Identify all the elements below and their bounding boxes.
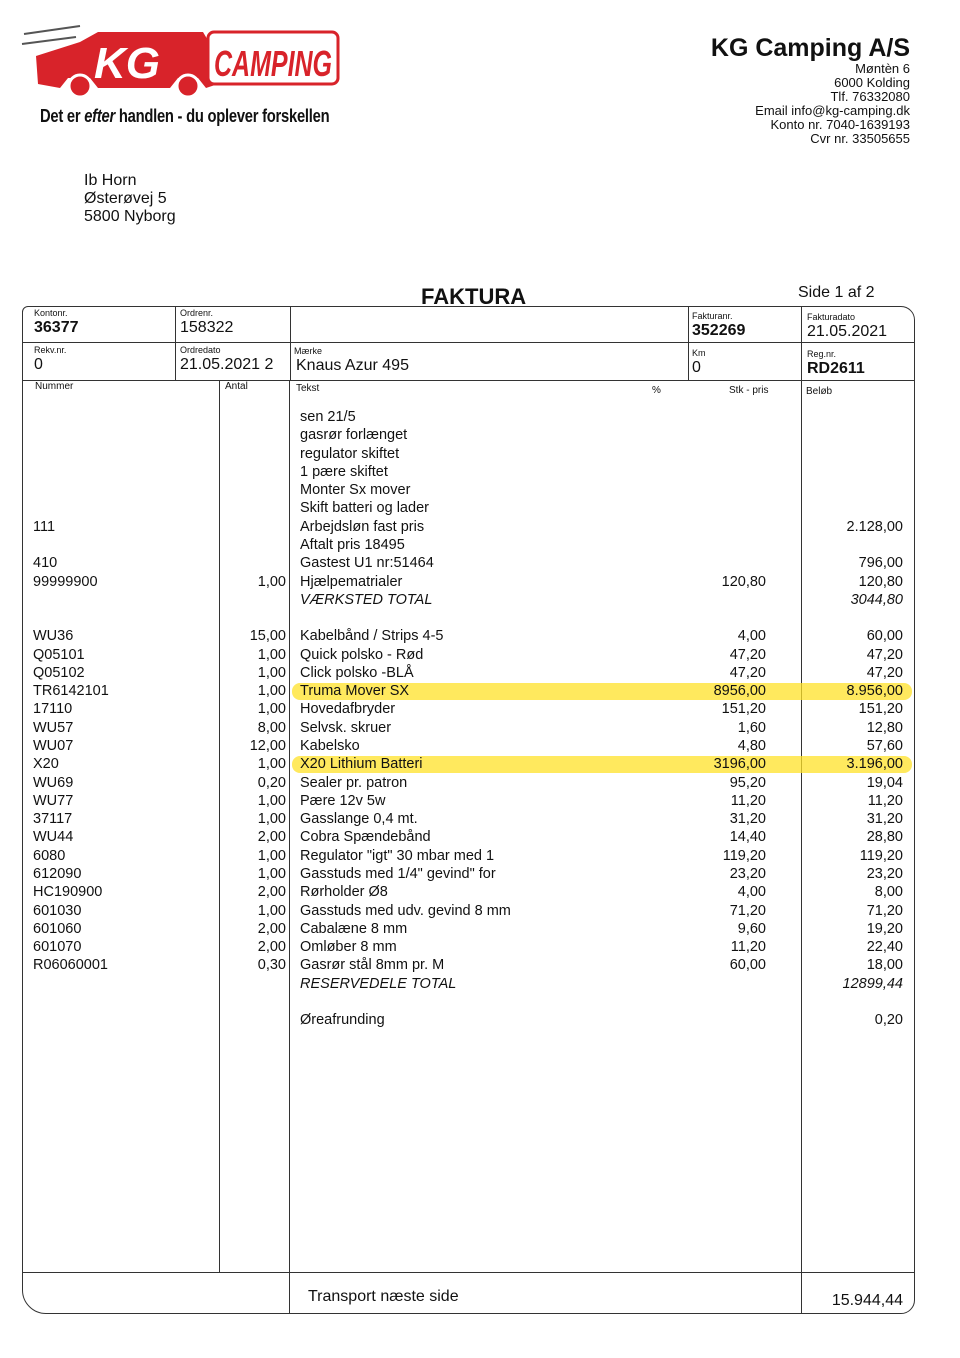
table-row (0, 408, 960, 426)
item-text: 1 pære skiftet (300, 464, 388, 480)
divider (688, 306, 689, 380)
company-info (711, 34, 910, 146)
item-unit-price: 8956,00 (713, 683, 766, 699)
table-row (0, 865, 960, 883)
table-row (0, 445, 960, 463)
item-number: 601030 (33, 903, 82, 919)
table-row (0, 883, 960, 901)
rekvnr-label: Rekv.nr. (34, 345, 67, 355)
item-amount: 8,00 (874, 884, 903, 900)
item-unit-price: 1,60 (737, 720, 766, 736)
table-row (0, 664, 960, 682)
table-row (0, 591, 960, 609)
item-text: Sealer pr. patron (300, 775, 408, 791)
item-quantity: 1,00 (257, 811, 286, 827)
item-text: Gastest U1 nr:51464 (300, 555, 434, 571)
item-amount: 120,80 (858, 574, 903, 590)
item-text: Arbejdsløn fast pris (300, 519, 425, 535)
item-text: VÆRKSTED TOTAL (300, 592, 433, 608)
item-text: Kabelbånd / Strips 4-5 (300, 628, 444, 644)
item-text: Quick polsko - Rød (300, 647, 424, 663)
item-number: 17110 (33, 701, 73, 717)
item-text: Cobra Spændebånd (300, 829, 431, 845)
km-value: 0 (692, 359, 701, 376)
item-amount: 2.128,00 (846, 519, 903, 535)
item-number: WU77 (33, 793, 74, 809)
item-amount: 12,80 (866, 720, 903, 736)
item-text: X20 Lithium Batteri (300, 756, 423, 772)
table-row (0, 554, 960, 572)
table-row (0, 810, 960, 828)
regnr-value: RD2611 (807, 360, 865, 377)
item-text: Gasstuds med 1/4" gevind" for (300, 866, 496, 882)
logo-camping-text: CAMPING (214, 43, 332, 84)
item-number: Q05101 (33, 647, 85, 663)
item-text: Pære 12v 5w (300, 793, 386, 809)
item-number: Q05102 (33, 665, 85, 681)
fakturanr-value: 352269 (692, 322, 746, 339)
item-unit-price: 47,20 (729, 647, 766, 663)
item-amount: 28,80 (866, 829, 903, 845)
table-row (0, 481, 960, 499)
table-row (0, 993, 960, 1011)
table-row (0, 627, 960, 645)
table-row (0, 609, 960, 627)
divider (22, 380, 915, 381)
kontonr-value: 36377 (34, 319, 79, 336)
divider (290, 306, 291, 380)
item-number: 99999900 (33, 574, 98, 590)
table-row (0, 920, 960, 938)
item-text: Omløber 8 mm (300, 939, 397, 955)
item-unit-price: 151,20 (721, 701, 766, 717)
item-text: RESERVEDELE TOTAL (300, 976, 457, 992)
divider (175, 306, 176, 380)
item-number: 111 (33, 519, 56, 535)
item-text: Skift batteri og lader (300, 500, 429, 516)
item-amount: 11,20 (867, 793, 903, 809)
item-amount: 3044,80 (850, 592, 903, 608)
item-unit-price: 119,20 (722, 848, 766, 864)
ordredato-label: Ordredato (180, 345, 221, 355)
item-number: 6080 (33, 848, 66, 864)
item-amount: 119,20 (859, 848, 903, 864)
item-unit-price: 31,20 (729, 811, 766, 827)
item-unit-price: 4,00 (737, 628, 766, 644)
customer-name: Ib Horn (84, 172, 137, 189)
item-unit-price: 95,20 (729, 775, 766, 791)
customer-street: Østerøvej 5 (84, 190, 167, 207)
item-amount: 23,20 (866, 866, 903, 882)
item-number: X20 (33, 756, 59, 772)
table-row (0, 573, 960, 591)
item-text: Gasstuds med udv. gevind 8 mm (300, 903, 511, 919)
item-text: Kabelsko (300, 738, 360, 754)
item-number: WU44 (33, 829, 74, 845)
item-amount: 151,20 (858, 701, 903, 717)
item-amount: 71,20 (866, 903, 903, 919)
item-number: 601070 (33, 939, 82, 955)
company-email: Email info@kg-camping.dk (755, 103, 910, 118)
table-row (0, 426, 960, 444)
item-unit-price: 11,20 (730, 939, 766, 955)
table-row (0, 1011, 960, 1029)
company-phone: Tlf. 76332080 (830, 89, 910, 104)
item-amount: 22,40 (866, 939, 903, 955)
logo-kg-text: KG (94, 39, 160, 88)
divider (22, 1272, 915, 1273)
item-quantity: 1,00 (257, 701, 286, 717)
item-amount: 0,20 (874, 1012, 903, 1028)
item-unit-price: 60,00 (729, 957, 766, 973)
table-row (0, 700, 960, 718)
item-number: TR6142101 (33, 683, 109, 699)
table-row (0, 938, 960, 956)
item-amount: 12899,44 (842, 976, 903, 992)
item-unit-price: 3196,00 (713, 756, 766, 772)
slogan: Det er efter handlen - du oplever forskellen (40, 106, 330, 126)
item-number: 612090 (33, 866, 82, 882)
table-row (0, 646, 960, 664)
item-quantity: 12,00 (249, 738, 286, 754)
item-quantity: 2,00 (257, 921, 286, 937)
document-title: FAKTURA (421, 284, 527, 309)
table-row (0, 719, 960, 737)
maerke-value: Knaus Azur 495 (296, 357, 409, 374)
company-cvr: Cvr nr. 33505655 (810, 131, 910, 146)
kontonr-label: Kontonr. (34, 308, 68, 318)
item-amount: 57,60 (866, 738, 903, 754)
page-number: Side 1 af 2 (798, 284, 875, 301)
col-beloeb: Beløb (806, 386, 833, 397)
table-row (0, 463, 960, 481)
item-text: Hovedafbryder (300, 701, 396, 717)
item-unit-price: 47,20 (729, 665, 766, 681)
item-quantity: 1,00 (257, 647, 286, 663)
item-text: Rørholder Ø8 (300, 884, 388, 900)
item-text: Monter Sx mover (300, 482, 411, 498)
customer-city: 5800 Nyborg (84, 208, 176, 225)
item-quantity: 1,00 (257, 903, 286, 919)
table-row (0, 536, 960, 554)
item-number: 601060 (33, 921, 82, 937)
item-number: 37117 (33, 811, 73, 827)
item-quantity: 1,00 (257, 866, 286, 882)
table-row (0, 902, 960, 920)
item-unit-price: 4,80 (737, 738, 766, 754)
divider (290, 306, 690, 307)
item-text: Regulator "igt" 30 mbar med 1 (300, 848, 495, 864)
company-city: 6000 Kolding (834, 75, 910, 90)
item-quantity: 2,00 (257, 829, 286, 845)
item-number: WU36 (33, 628, 74, 644)
table-row (0, 682, 960, 700)
table-row (0, 737, 960, 755)
item-unit-price: 71,20 (729, 903, 766, 919)
company-account: Konto nr. 7040-1639193 (770, 117, 910, 132)
item-amount: 18,00 (866, 957, 903, 973)
item-text: Cabalæne 8 mm (300, 921, 408, 937)
table-row (0, 847, 960, 865)
table-row (0, 828, 960, 846)
item-text: Truma Mover SX (300, 683, 410, 699)
item-unit-price: 11,20 (730, 793, 766, 809)
item-amount: 19,20 (866, 921, 903, 937)
item-amount: 47,20 (866, 665, 903, 681)
fakturadato-value: 21.05.2021 (807, 323, 888, 340)
ordredato-value: 21.05.2021 2 (180, 356, 274, 373)
regnr-label: Reg.nr. (807, 349, 837, 359)
item-amount: 8.956,00 (846, 683, 903, 699)
item-unit-price: 120,80 (721, 574, 766, 590)
item-quantity: 2,00 (257, 939, 286, 955)
table-row (0, 499, 960, 517)
item-quantity: 2,00 (257, 884, 286, 900)
item-number: HC190900 (33, 884, 103, 900)
item-text: gasrør forlænget (300, 427, 408, 443)
item-quantity: 0,20 (257, 775, 286, 791)
company-name: KG Camping A/S (710, 34, 910, 62)
item-number: WU57 (33, 720, 74, 736)
table-row (0, 792, 960, 810)
item-text: regulator skiftet (300, 446, 400, 462)
table-row (0, 774, 960, 792)
item-amount: 3.196,00 (846, 756, 903, 772)
transport-label: Transport næste side (308, 1288, 459, 1305)
col-percent: % (652, 385, 661, 396)
item-text: Aftalt pris 18495 (300, 537, 405, 553)
maerke-label: Mærke (294, 346, 323, 356)
item-unit-price: 9,60 (737, 921, 766, 937)
item-amount: 31,20 (866, 811, 903, 827)
transport-total: 15.944,44 (831, 1292, 903, 1309)
company-street: Møntèn 6 (855, 61, 910, 76)
item-text: sen 21/5 (300, 409, 356, 425)
item-quantity: 1,00 (257, 683, 286, 699)
item-amount: 796,00 (858, 555, 903, 571)
table-row (0, 518, 960, 536)
col-antal: Antal (225, 381, 248, 392)
fakturanr-label: Fakturanr. (692, 311, 733, 321)
ordrenr-value: 158322 (180, 319, 234, 336)
item-amount: 47,20 (866, 647, 903, 663)
item-quantity: 1,00 (257, 574, 286, 590)
item-quantity: 1,00 (257, 665, 286, 681)
km-label: Km (692, 348, 706, 358)
item-amount: 19,04 (866, 775, 903, 791)
item-text: Selvsk. skruer (300, 720, 392, 736)
item-quantity: 15,00 (249, 628, 286, 644)
item-quantity: 1,00 (257, 756, 286, 772)
table-row (0, 956, 960, 974)
divider (22, 342, 915, 343)
item-unit-price: 4,00 (737, 884, 766, 900)
item-quantity: 1,00 (257, 793, 286, 809)
item-number: WU07 (33, 738, 74, 754)
item-text: Gasslange 0,4 mt. (300, 811, 418, 827)
fakturadato-label: Fakturadato (807, 312, 856, 322)
item-unit-price: 23,20 (729, 866, 766, 882)
item-text: Øreafrunding (300, 1012, 385, 1028)
ordrenr-label: Ordrenr. (180, 308, 214, 318)
item-text: Gasrør stål 8mm pr. M (300, 957, 445, 973)
item-number: R06060001 (33, 957, 108, 973)
item-text: Hjælpematrialer (300, 574, 403, 590)
col-nummer: Nummer (35, 381, 74, 392)
col-stk-pris: Stk - pris (729, 385, 769, 396)
item-text: Click polsko -BLÅ (300, 665, 414, 681)
customer-address (84, 172, 176, 226)
item-unit-price: 14,40 (729, 829, 766, 845)
item-quantity: 0,30 (257, 957, 286, 973)
table-row (0, 975, 960, 993)
item-amount: 60,00 (866, 628, 903, 644)
rekvnr-value: 0 (34, 356, 43, 373)
item-number: WU69 (33, 775, 74, 791)
kg-camping-logo (28, 22, 348, 102)
col-tekst: Tekst (296, 383, 320, 394)
item-number: 410 (33, 555, 58, 571)
item-quantity: 8,00 (257, 720, 286, 736)
item-quantity: 1,00 (257, 848, 286, 864)
table-row (0, 755, 960, 773)
